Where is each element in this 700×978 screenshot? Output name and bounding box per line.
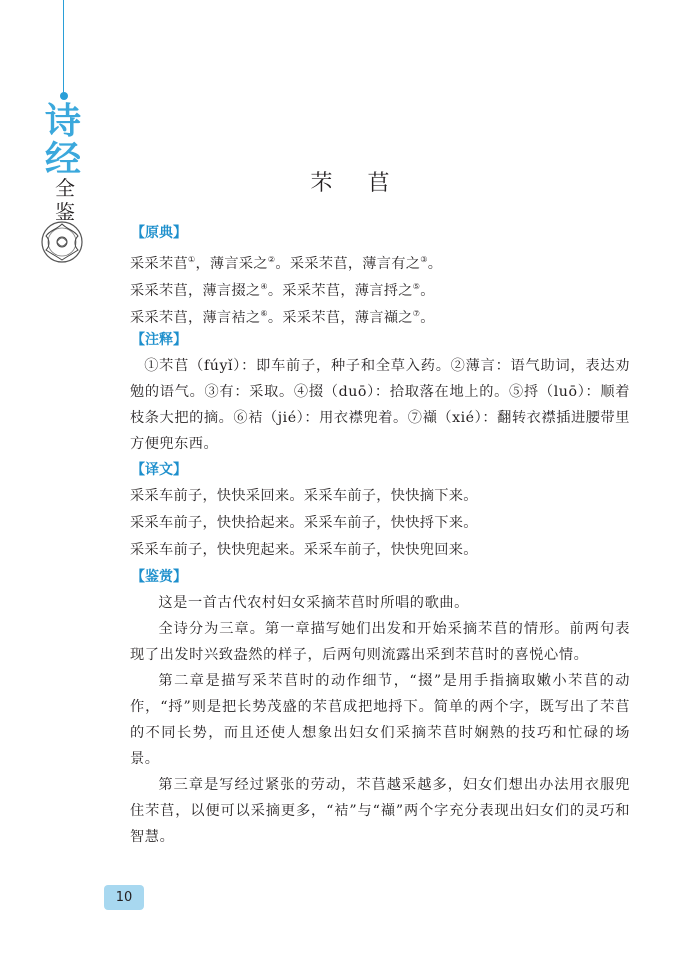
section-label-appreciation: 【鉴赏】: [131, 569, 187, 585]
appreciation-paragraph: 第二章是描写采芣苢时的动作细节，“掇”是用手指摘取嫩小芣苢的动作，“捋”则是把长势茂盛的芣苢成把地捋下。简单的两个字，既写出了芣苢的不同长势，而且还使人想象出妇女们采摘芣苢时娴熟的技巧和忙碌的场景。: [130, 673, 630, 767]
appreciation-paragraph: 第三章是写经过紧张的劳动，芣苢越采越多，妇女们想出办法用衣服兜住芣苢，以便可以采摘更多，“袺”与“襭”两个字充分表现出妇女们的灵巧和智慧。: [130, 777, 630, 845]
section-label-original: 【原典】: [131, 225, 187, 241]
notes-paragraph: ①芣苢（fúyǐ）：即车前子，种子和全草入药。②薄言：语气助词，表达劝勉的语气。③有：采取。④掇（duō）：拾取落在地上的。⑤捋（luō）：顺着枝条大把的摘。⑥袺（jié）：用衣襟兜着。⑦襭（xié）：翻转衣襟插进腰带里方便兜东西。: [130, 358, 630, 452]
side-decoration-line: [63, 0, 64, 98]
translation-line: 采采车前子，快快采回来。采采车前子，快快摘下来。: [130, 488, 478, 504]
book-title-char-1: 诗: [44, 100, 81, 142]
translation-line: 采采车前子，快快兜起来。采采车前子，快快兜回来。: [130, 542, 478, 558]
main-content: [130, 220, 630, 850]
appreciation-paragraph: 全诗分为三章。第一章描写她们出发和开始采摘芣苢的情形。前两句表现了出发时兴致盎然的样子，后两句则流露出采到芣苢时的喜悦心情。: [130, 621, 630, 663]
page-title: 芣 苢: [310, 171, 404, 196]
side-decoration-dot: [60, 92, 68, 100]
verse-line: 采采芣苢，薄言掇之④。采采芣苢，薄言捋之⑤。: [130, 282, 435, 299]
book-subtitle-char-2: 鉴: [55, 200, 75, 224]
book-subtitle-char-1: 全: [55, 176, 75, 200]
verse-line: 采采芣苢，薄言袺之⑥。采采芣苢，薄言襭之⑦。: [130, 309, 435, 326]
section-label-translation: 【译文】: [131, 462, 187, 478]
book-title-char-2: 经: [44, 138, 81, 180]
page-number-badge: 10: [104, 885, 144, 910]
floral-emblem-icon: [38, 218, 86, 266]
verse-line: 采采芣苢①，薄言采之②。采采芣苢，薄言有之③。: [130, 255, 443, 272]
section-label-notes: 【注释】: [131, 332, 187, 348]
appreciation-paragraph: 这是一首古代农村妇女采摘芣苢时所唱的歌曲。: [158, 595, 469, 611]
translation-line: 采采车前子，快快拾起来。采采车前子，快快捋下来。: [130, 515, 478, 531]
